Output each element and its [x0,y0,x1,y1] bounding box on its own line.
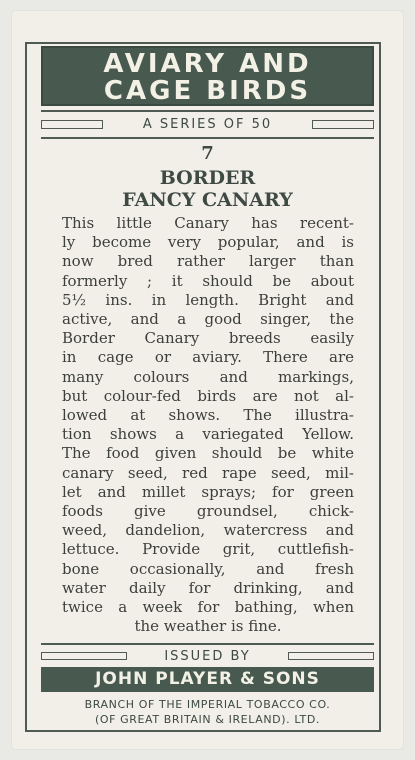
description-line: weed, dandelion, watercress and [62,521,354,540]
header-divider [41,137,374,139]
description-line: water daily for drinking, and [62,578,354,597]
issued-by-row [41,648,374,664]
description-line: 5½ ins. in length. Bright and [62,290,354,309]
branch-info [41,697,374,727]
description-line: lowed at shows. The illustra- [62,406,354,425]
description-line: ly become very popular, and is [62,233,354,252]
publisher-banner: JOHN PLAYER & SONS [41,667,374,692]
branch-line-2: (OF GREAT BRITAIN & IRELAND). LTD. [94,713,321,726]
description-line: let and millet sprays; for green [62,482,354,501]
series-title-line-1: AVIARY AND [103,49,312,79]
description-line: now bred rather larger than [62,252,354,271]
footer-divider [41,643,374,645]
description-line: foods give groundsel, chick- [62,502,354,521]
right-ornament-bar [312,120,374,129]
description-line: This little Canary has recent- [62,214,354,232]
description-line: bone occasionally, and fresh [62,559,354,578]
description-line: canary seed, red rape seed, mil- [62,463,354,482]
bird-name [41,167,374,211]
series-count: A SERIES OF 50 [142,116,273,132]
top-divider [41,110,374,112]
bird-name-line-2: FANCY CANARY [122,189,293,211]
description-line: the weather is fine. [134,617,282,636]
left-issued-bar [41,652,127,660]
right-issued-bar [288,652,374,660]
description-line: The food given should be white [62,444,354,463]
branch-line-1: BRANCH OF THE IMPERIAL TOBACCO CO. [84,698,331,711]
left-ornament-bar [41,120,103,129]
issued-by-label: ISSUED BY [164,648,251,664]
description-line: Border Canary breeds easily [62,329,354,348]
description-line: tion shows a variegated Yellow. [62,425,354,444]
bird-name-line-1: BORDER [159,167,256,189]
description-line: twice a week for bathing, when [62,598,354,617]
card-number: 7 [201,143,214,164]
series-title-banner [41,46,374,106]
description-text [62,214,354,636]
description-line: but colour-fed birds are not al- [62,386,354,405]
description-line: formerly ; it should be about [62,271,354,290]
description-line: in cage or aviary. There are [62,348,354,367]
series-count-row [41,113,374,135]
description-line: many colours and markings, [62,367,354,386]
description-line: lettuce. Provide grit, cuttlefish- [62,540,354,559]
series-title-line-2: CAGE BIRDS [103,76,312,106]
description-line: active, and a good singer, the [62,310,354,329]
